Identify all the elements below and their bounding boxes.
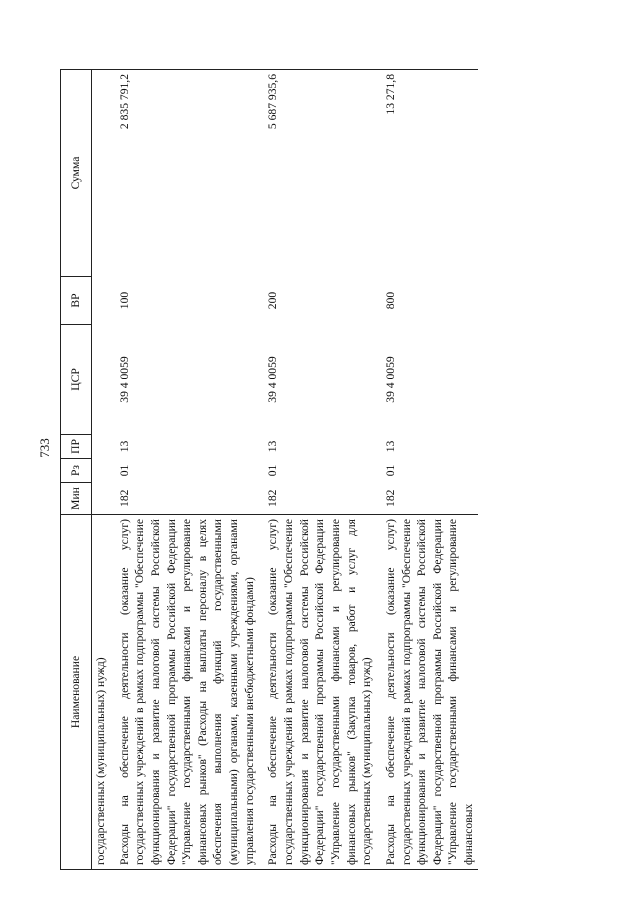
carryover-text: государственных (муниципальных) нужд): [92, 515, 110, 870]
row-csr: 39 4 0059: [383, 356, 397, 403]
row-pr: 13: [266, 440, 280, 453]
table-row: [264, 70, 375, 870]
header-pr: ПР: [61, 435, 92, 459]
carryover-row: [92, 70, 110, 870]
row-vr: 800: [383, 291, 397, 310]
row-csr: 39 4 0059: [266, 356, 280, 403]
row-rz: 01: [266, 464, 280, 477]
row-csr: 39 4 0059: [117, 356, 131, 403]
row-rz: 01: [383, 464, 397, 477]
row-sum: 5 687 935,6: [264, 70, 375, 277]
header-vr: ВР: [61, 277, 92, 325]
header-rz: Рз: [61, 459, 92, 483]
header-min: Мин: [61, 483, 92, 515]
page-number: 733: [36, 438, 52, 458]
header-csr: ЦСР: [61, 325, 92, 435]
header-sum: Сумма: [61, 70, 92, 277]
row-sum: 13 271,8: [382, 70, 478, 277]
row-vr: 100: [117, 291, 131, 310]
table-row: [116, 70, 259, 870]
row-name: Расходы на обеспечение деятельности (оказание услуг) государственных учреждений в рамках подпрограммы "Обеспечение функционирования и развитие налоговой системы Российской Федерации" государственной программы Российской Федерации "Управление государственными финансами и регулирование финансовых рынков" (Закупка товаров, работ и услуг для государственных (муниципальных) нужд): [264, 515, 375, 870]
row-vr: 200: [266, 291, 280, 310]
row-name: Расходы на обеспечение деятельности (оказание услуг) государственных учреждений в рамках подпрограммы "Обеспечение функционирования и развитие налоговой системы Российской Федерации" государственной программы Российской Федерации "Управление государственными финансами и регулирование финансовых: [382, 515, 478, 870]
row-pr: 13: [117, 440, 131, 453]
row-sum: 2 835 791,2: [116, 70, 259, 277]
budget-table: [60, 69, 478, 870]
row-rz: 01: [117, 464, 131, 477]
table-row: [382, 70, 478, 870]
row-min: 182: [117, 489, 131, 507]
header-name: Наименование: [61, 515, 92, 870]
table-header-row: [61, 70, 92, 870]
row-min: 182: [383, 489, 397, 507]
rotated-page: [60, 20, 580, 870]
row-min: 182: [266, 489, 280, 507]
row-name: Расходы на обеспечение деятельности (оказание услуг) государственных учреждений в рамках подпрограммы "Обеспечение функционирования и развитие налоговой системы Российской Федерации" государственной программы Российской Федерации "Управление государственными финансами и регулирование финансовых рынков" (Расходы на выплаты персоналу в целях обеспечения выполнения функций государственными (муниципальными) органами, казенными учреждениями, органами управления государственными внебюджетными фондами): [116, 515, 259, 870]
row-pr: 13: [383, 440, 397, 453]
